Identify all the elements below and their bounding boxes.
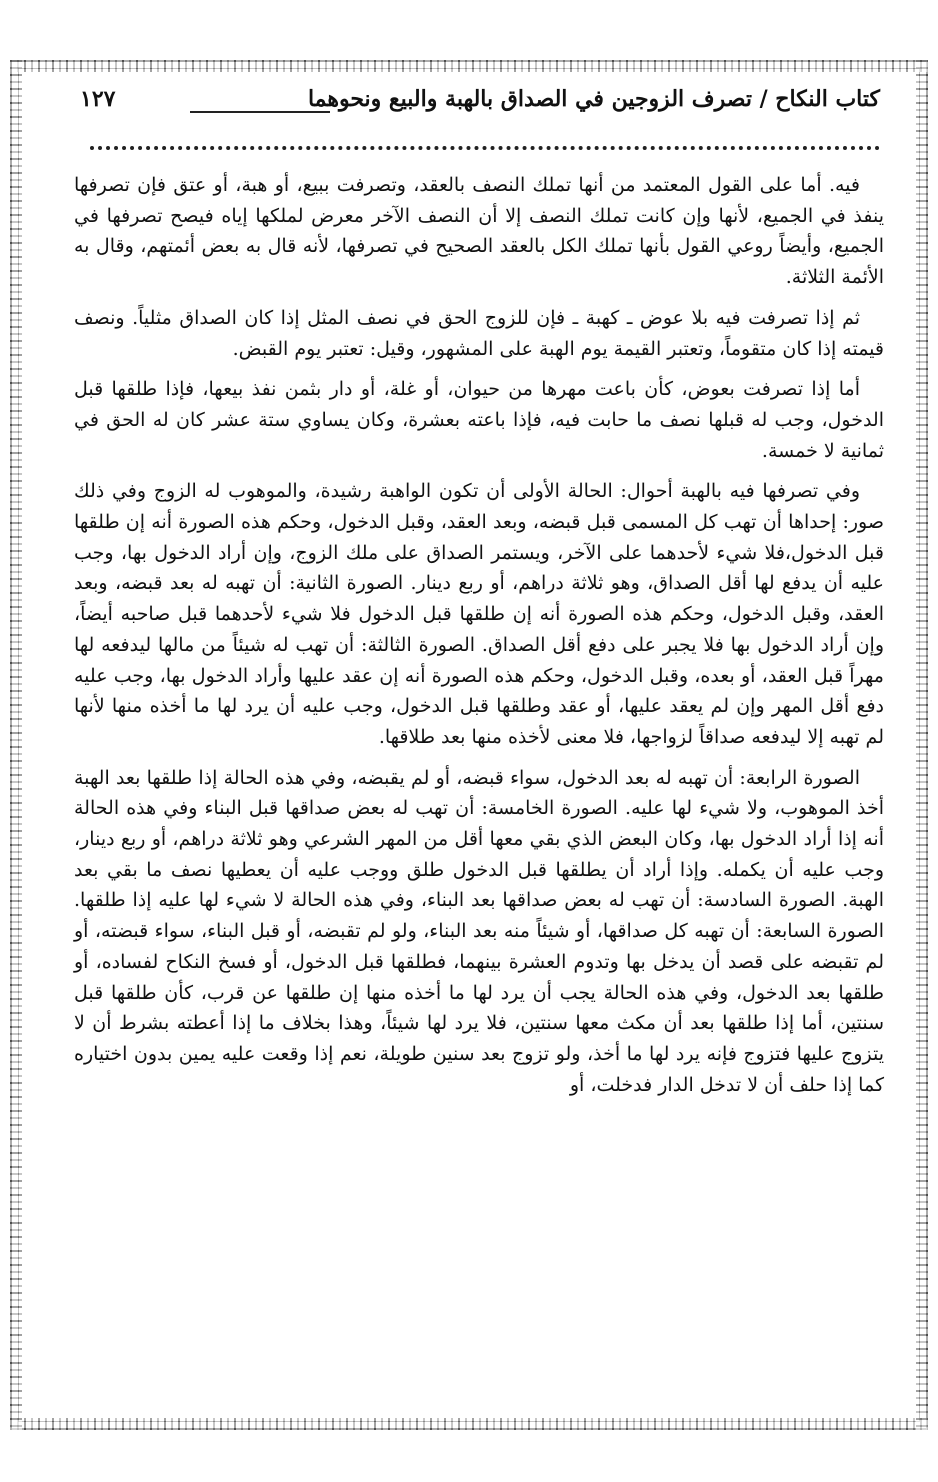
paragraph: وفي تصرفها فيه بالهبة أحوال: الحالة الأولى أن تكون الواهبة رشيدة، والموهوب له الزوج وفي ذلك صور: إحداها أن تهب كل المسمى قبل قبضه، وبعد العقد، وقبل الدخول، وحكم هذه الصورة أنه إن طلقها قبل الدخول،فلا شيء لأحدهما على الآخر، ويستمر الصداق على ملك الزوج، وإن أراد الدخول بها، وجب عليه أن يدفع لها أقل الصداق، وهو ثلاثة دراهم، أو ربع دينار. الصورة الثانية: أن تهبه له بعد قبضه، وبعد العقد، وقبل الدخول، وحكم هذه الصورة أنه إن طلقها قبل الدخول فلا شيء لأحدهما قبل صاحبه أيضاً، وإن أراد الدخول بها فلا يجبر على دفع أقل الصداق. الصورة الثالثة: أن تهب له شيئاً من مالها ليدفعه لها مهراً قبل العقد، أو بعده، وقبل الدخول، وحكم هذه الصورة أنه إن عقد عليها وأراد الدخول بها، وجب عليه دفع أقل المهر وإن لم يعقد عليها، أو عقد وطلقها قبل الدخول، وجب عليه أن يرد لها ما أخذه منها لأنها لم تهبه إلا ليدفعه صداقاً لزواجها، فلا معنى لأخذه منها بعد طلاقها. (74, 480, 884, 748)
chapter-title: كتاب النكاح / تصرف الزوجين في الصداق بالهبة والبيع ونحوهما (307, 86, 880, 112)
ornament-band-right (916, 60, 928, 1430)
page-number: ١٢٧ (80, 86, 116, 112)
ornament-band-top (10, 60, 928, 72)
running-header (60, 86, 880, 126)
body-text (74, 170, 884, 1110)
paragraph: الصورة الرابعة: أن تهبه له بعد الدخول، سواء قبضه، أو لم يقبضه، وفي هذه الحالة إذا طلقها بعد الهبة أخذ الموهوب، ولا شيء لها عليه. الصورة الخامسة: أن تهب له بعض صداقها قبل البناء وفي هذه الحالة أنه إذا أراد الدخول بها، وكان البعض الذي بقي معها أقل من المهر الشرعي وهو ثلاثة دراهم، أو ربع دينار، وجب عليه أن يكمله. وإذا أراد أن يطلقها قبل الدخول طلق ووجب عليه أن يعطيها نصف ما بقي بعد الهبة. الصورة السادسة: أن تهب له بعض صداقها بعد البناء، وفي هذه الحالة لا شيء لها عليه إذا طلقها. الصورة السابعة: أن تهبه كل صداقها، أو شيئاً منه بعد البناء، ولو لم تقبضه، أو قبل البناء، سواء قبضته، أو لم تقبضه على قصد أن يدخل بها وتدوم العشرة بينهما، فطلقها قبل الدخول، أو فسخ النكاح لفساده، أو طلقها بعد الدخول، وفي هذه الحالة يجب أن يرد لها ما أخذه منها إن طلقها عن قرب، كأن طلقها قبل سنتين، أما إذا طلقها بعد أن مكث معها سنتين، فلا يرد لها شيئاً، وهذا بخلاف ما إذا أعطته بشرط أن لا يتزوج عليها فتزوج فإنه يرد لها ما أخذ، ولو تزوج بعد سنين طويلة، نعم إذا وقعت عليه يمين بدون اختياره كما إذا حلف أن لا تدخل الدار فدخلت، أو (74, 766, 884, 1096)
ornament-band-bottom (10, 1418, 928, 1430)
ornament-band-left (10, 60, 22, 1430)
paragraph: ثم إذا تصرفت فيه بلا عوض ـ كهبة ـ فإن للزوج الحق في نصف المثل إذا كان الصداق مثلياً. ونصف قيمته إذا كان متقوماً، وتعتبر القيمة يوم الهبة على المشهور، وقيل: تعتبر يوم القبض. (74, 306, 884, 360)
paragraph: أما إذا تصرفت بعوض، كأن باعت مهرها من حيوان، أو غلة، أو دار بثمن نفذ بيعها، فإذا طلقها قبل الدخول، وجب له قبلها نصف ما حابت فيه، فإذا باعته بعشرة، وكان يساوي ستة عشر كان له الحق في ثمانية لا خمسة. (74, 378, 884, 462)
header-rule (190, 111, 330, 113)
paragraph: فيه. أما على القول المعتمد من أنها تملك النصف بالعقد، وتصرفت ببيع، أو هبة، أو عتق فإن تصرفها ينفذ في الجميع، لأنها وإن كانت تملك النصف إلا أن النصف الآخر معرض لملكها إياه فيصح تصرفها في الجميع، وأيضاً روعي القول بأنها تملك الكل بالعقد الصحيح في تصرفها، لأنه قال به بعض أئمتهم، وقال به الأئمة الثلاثة. (74, 174, 884, 289)
dotted-separator (90, 146, 880, 150)
